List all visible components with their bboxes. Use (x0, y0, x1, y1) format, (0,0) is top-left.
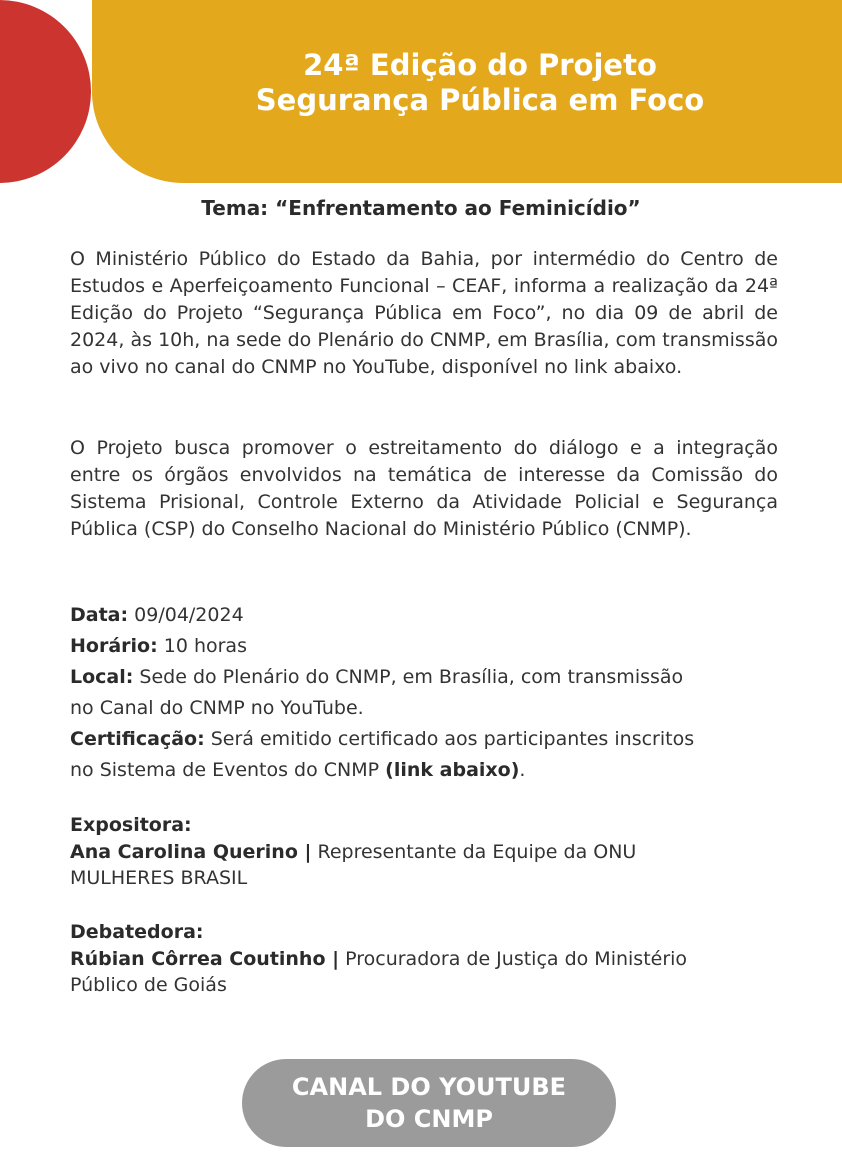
expositora-label: Expositora: (70, 814, 192, 836)
location-row-continued: no Canal do CNMP no YouTube. (70, 697, 364, 719)
certification-row-continued (70, 755, 790, 786)
page-title (200, 48, 760, 118)
time-label: Horário: (70, 635, 158, 657)
date-label: Data: (70, 604, 129, 626)
expositora-info (70, 839, 790, 866)
expositora-role-continued: MULHERES BRASIL (70, 867, 248, 889)
project-description-paragraph: O Projeto busca promover o estreitamento do diálogo e a integração entre os órgãos envolvidos na temática de interesse da Comissão do Sistema Prisional, Controle Externo da Atividade Policial e Segurança Pública (CSP) do Conselho Nacional do Ministério Público (CNMP). (70, 437, 778, 540)
debatedora-role-continued: Público de Goiás (70, 974, 227, 996)
date-value: 09/04/2024 (128, 604, 244, 626)
time-row (70, 631, 790, 662)
youtube-channel-button[interactable] (242, 1059, 616, 1147)
debatedora-role: Procuradora de Justiça do Ministério (339, 947, 688, 970)
intro-paragraph: O Ministério Público do Estado da Bahia, por intermédio do Centro de Estudos e Aperfeiçoamento Funcional – CEAF, informa a realização da 24ª Edição do Projeto “Segurança Pública em Foco”, no dia 09 de abril de 2024, às 10h, na sede do Plenário do CNMP, em Brasília, com transmissão ao vivo no canal do CNMP no YouTube, disponível no link abaixo. (70, 248, 778, 378)
certification-value-continued: no Sistema de Eventos do CNMP (70, 759, 386, 781)
debatedora-name: Rúbian Côrrea Coutinho | (70, 947, 340, 970)
certification-row (70, 724, 790, 755)
location-value: Sede do Plenário do CNMP, em Brasília, com transmissão (133, 666, 684, 688)
date-row (70, 600, 790, 631)
red-circle-decoration (0, 0, 91, 183)
youtube-button-line-1: CANAL DO YOUTUBE (291, 1073, 567, 1101)
event-details (70, 600, 790, 786)
certification-link[interactable]: (link abaixo) (385, 759, 520, 781)
title-line-2: Segurança Pública em Foco (255, 83, 705, 117)
expositora-block (70, 812, 790, 892)
certification-label: Certificação: (70, 728, 205, 750)
debatedora-block (70, 919, 790, 999)
theme-heading: Tema: “Enfrentamento ao Feminicídio” (201, 196, 641, 220)
debatedora-info (70, 946, 790, 973)
certification-end: . (519, 759, 526, 781)
expositora-name: Ana Carolina Querino | (70, 840, 312, 863)
youtube-button-line-2: DO CNMP (365, 1105, 493, 1133)
location-label: Local: (70, 666, 134, 688)
certification-value: Será emitido certificado aos participantes inscritos (204, 728, 695, 750)
title-line-1: 24ª Edição do Projeto (303, 48, 657, 82)
expositora-role: Representante da Equipe da ONU (311, 840, 637, 863)
location-row (70, 662, 790, 693)
time-value: 10 horas (157, 635, 247, 657)
debatedora-label: Debatedora: (70, 921, 204, 943)
